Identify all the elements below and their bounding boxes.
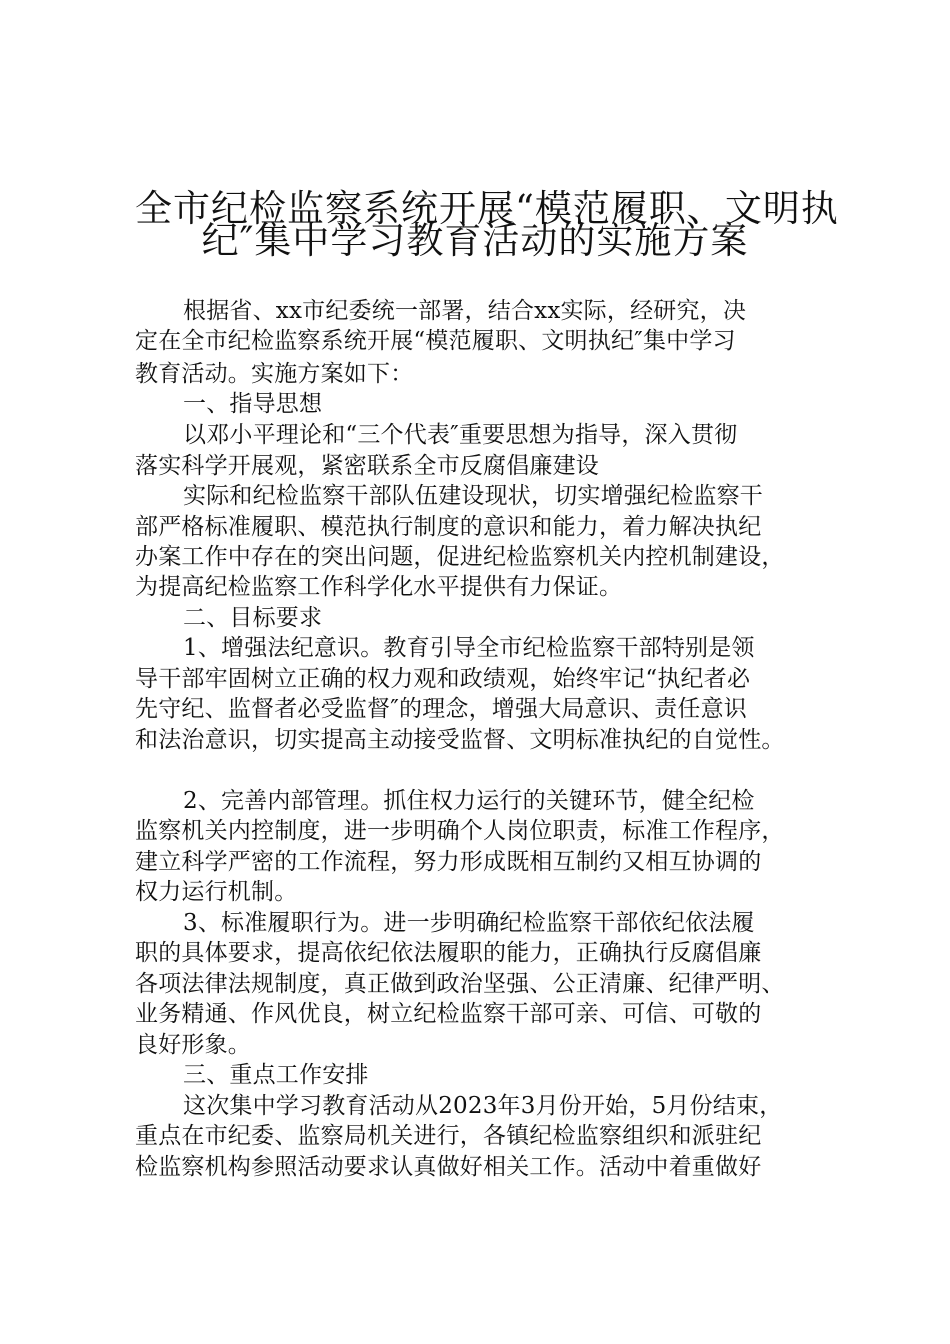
paragraph-line: 和法治意识，切实提高主动接受监督、文明标准执纪的自觉性。 (135, 727, 785, 753)
document-title-line-1: 全市纪检监察系统开展“模范履职、文明执 (135, 187, 839, 230)
paragraph-line: 1、增强法纪意识。教育引导全市纪检监察干部特别是领 (183, 635, 755, 661)
paragraph-line: 教育活动。实施方案如下： (135, 361, 414, 387)
paragraph-line: 3、标准履职行为。进一步明确纪检监察干部依纪依法履 (183, 910, 755, 936)
paragraph-line: 为提高纪检监察工作科学化水平提供有力保证。 (135, 574, 623, 600)
paragraph-line: 各项法律法规制度，真正做到政治坚强、公正清廉、纪律严明、 (135, 971, 785, 997)
paragraph-line: 部严格标准履职、模范执行制度的意识和能力，着力解决执纪 (135, 514, 762, 540)
paragraph-line: 定在全市纪检监察系统开展“模范履职、文明执纪″集中学习 (135, 328, 736, 354)
paragraph-line: 权力运行机制。 (135, 879, 298, 905)
paragraph-line: 实际和纪检监察干部队伍建设现状，切实增强纪检监察干 (183, 483, 763, 509)
paragraph-line: 以邓小平理论和“三个代表″重要思想为指导，深入贯彻 (183, 422, 738, 448)
paragraph-line: 监察机关内控制度，进一步明确个人岗位职责，标准工作程序， (135, 818, 785, 844)
paragraph-line: 重点在市纪委、监察局机关进行，各镇纪检监察组织和派驻纪 (135, 1123, 762, 1149)
paragraph-line: 落实科学开展观，紧密联系全市反腐倡廉建设 (135, 453, 599, 479)
paragraph-line: 导干部牢固树立正确的权力观和政绩观，始终牢记“执纪者必 (135, 666, 751, 692)
paragraph-line: 职的具体要求，提高依纪依法履职的能力，正确执行反腐倡廉 (135, 940, 762, 966)
paragraph-line: 检监察机构参照活动要求认真做好相关工作。活动中着重做好 (135, 1154, 762, 1180)
paragraph-line: 良好形象。 (135, 1032, 251, 1058)
section-heading: 三、重点工作安排 (183, 1062, 369, 1088)
paragraph-line: 根据省、xx市纪委统一部署，结合xx实际，经研究，决 (183, 298, 747, 324)
paragraph-line: 建立科学严密的工作流程，努力形成既相互制约又相互协调的 (135, 849, 762, 875)
section-heading: 一、指导思想 (183, 391, 323, 417)
paragraph-line: 办案工作中存在的突出问题，促进纪检监察机关内控机制建设， (135, 544, 785, 570)
paragraph-line: 2、完善内部管理。抓住权力运行的关键环节，健全纪检 (183, 788, 755, 814)
document-title-line-2: 纪″集中学习教育活动的实施方案 (201, 219, 749, 262)
paragraph-line: 业务精通、作风优良，树立纪检监察干部可亲、可信、可敬的 (135, 1001, 762, 1027)
section-heading: 二、目标要求 (183, 605, 323, 631)
paragraph-line: 这次集中学习教育活动从2023年3月份开始，5月份结束， (183, 1093, 783, 1119)
paragraph-line: 先守纪、监督者必受监督″的理念，增强大局意识、责任意识 (135, 696, 747, 722)
